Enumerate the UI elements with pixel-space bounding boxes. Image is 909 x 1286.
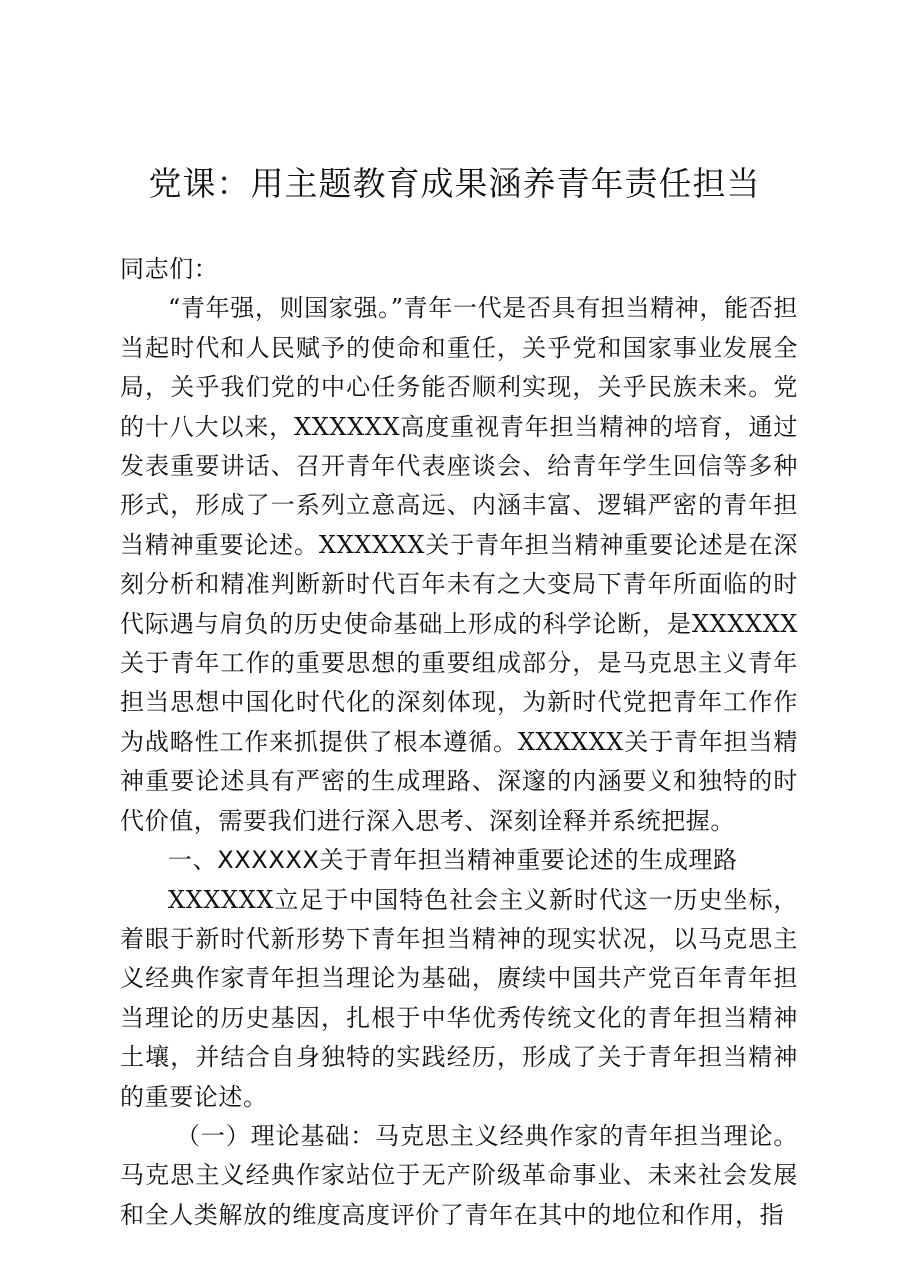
- subsection-heading: （一）理论基础：马克思主义经典作家的青年担当理论。: [176, 1121, 798, 1150]
- paragraph-intro: “青年强，则国家强。”青年一代是否具有担当精神，能否担当起时代和人民赋予的使命和重任，关乎党和国家事业发展全局，关乎我们党的中心任务能否顺利实现，关乎民族未来。党的十八大以来，XXXXXX高度重视青年担当精神的培育，通过发表重要讲话、召开青年代表座谈会、给青年学生回信等多种形式，形成了一系列立意高远、内涵丰富、逻辑严密的青年担当精神重要论述。XXXXXX关于青年担当精神重要论述是在深刻分析和精准判断新时代百年未有之大变局下青年所面临的时代际遇与肩负的历史使命基础上形成的科学论断，是XXXXXX关于青年工作的重要思想的重要组成部分，是马克思主义青年担当思想中国化时代化的深刻体现，为新时代党把青年工作作为战略性工作来抓提供了根本遵循。XXXXXX关于青年担当精神重要论述具有严密的生成理路、深邃的内涵要义和独特的时代价值，需要我们进行深入思考、深刻诠释并系统把握。: [120, 294, 798, 835]
- salutation: 同志们：: [120, 255, 219, 283]
- document-title: 党课：用主题教育成果涵养青年责任担当: [148, 164, 761, 203]
- paragraph-subsection-1: [120, 1117, 798, 1235]
- paragraph-section-1: XXXXXX立足于中国特色社会主义新时代这一历史坐标，着眼于新时代新形势下青年担当精神的现实状况，以马克思主义经典作家青年担当理论为基础，赓续中国共产党百年青年担当理论的历史基因，扎根于中华优秀传统文化的青年担当精神土壤，并结合自身独特的实践经历，形成了关于青年担当精神的重要论述。: [120, 885, 798, 1111]
- paragraph-subsection-text: 马克思主义经典作家站位于无产阶级革命事业、未来社会发展和全人类解放的维度高度评价了青年在其中的地位和作用，指: [120, 1161, 798, 1229]
- document-body: [120, 250, 798, 1235]
- section-heading: 一、XXXXXX关于青年担当精神重要论述的生成理路: [168, 846, 738, 875]
